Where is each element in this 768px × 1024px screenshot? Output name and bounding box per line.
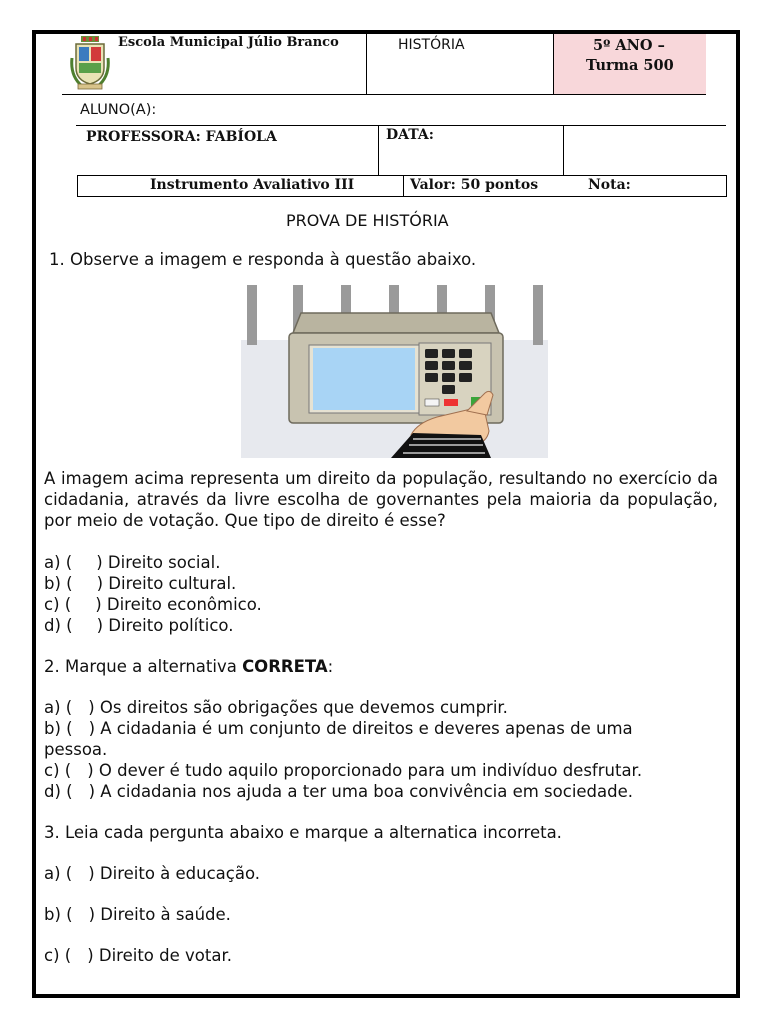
option-continuation: pessoa.: [44, 740, 108, 759]
option[interactable]: c) ( ) O dever é tudo aquilo proporcionado para um indivíduo desfrutar.: [44, 761, 643, 780]
question-1-text: A imagem acima representa um direito da população, resultando no exercício da cidadania, através da livre escolha de governantes pela maioria da população, por meio de votação. Que tipo de direito é esse?: [44, 469, 718, 530]
instrument-label: Instrumento Avaliativo III: [150, 177, 355, 193]
option[interactable]: d) ( ) Direito político.: [44, 616, 234, 635]
option[interactable]: b) ( ) Direito cultural.: [44, 574, 237, 593]
student-label: ALUNO(A):: [80, 102, 157, 118]
option[interactable]: c) ( ) Direito econômico.: [44, 595, 262, 614]
school-crest-icon: [70, 36, 110, 90]
option[interactable]: b) ( ) A cidadania é um conjunto de direitos e deveres apenas de uma: [44, 719, 633, 738]
subject-label: HISTÓRIA: [398, 37, 465, 53]
option[interactable]: c) ( ) Direito de votar.: [44, 946, 232, 965]
option[interactable]: b) ( ) Direito à saúde.: [44, 905, 231, 924]
school-name: Escola Municipal Júlio Branco: [118, 35, 339, 50]
date-label: DATA:: [386, 127, 434, 143]
teacher-label: PROFESSORA: FABÍOLA: [86, 129, 277, 145]
exam-title: PROVA DE HISTÓRIA: [286, 211, 449, 230]
grade-label: Nota:: [588, 177, 631, 193]
option[interactable]: a) ( ) Os direitos são obrigações que devemos cumprir.: [44, 698, 508, 717]
option[interactable]: d) ( ) A cidadania nos ajuda a ter uma boa convivência em sociedade.: [44, 782, 634, 801]
option[interactable]: a) ( ) Direito à educação.: [44, 864, 261, 883]
option[interactable]: a) ( ) Direito social.: [44, 553, 221, 572]
grade-line-1: 5º ANO –: [593, 37, 665, 54]
voting-machine-illustration: [241, 285, 548, 458]
question-2-prompt: 2. Marque a alternativa CORRETA:: [44, 657, 334, 676]
question-1-prompt: 1. Observe a imagem e responda à questão abaixo.: [49, 250, 477, 269]
grade-line-2: Turma 500: [586, 57, 674, 74]
value-label: Valor: 50 pontos: [410, 177, 539, 193]
question-3-prompt: 3. Leia cada pergunta abaixo e marque a alternatica incorreta.: [44, 823, 562, 842]
